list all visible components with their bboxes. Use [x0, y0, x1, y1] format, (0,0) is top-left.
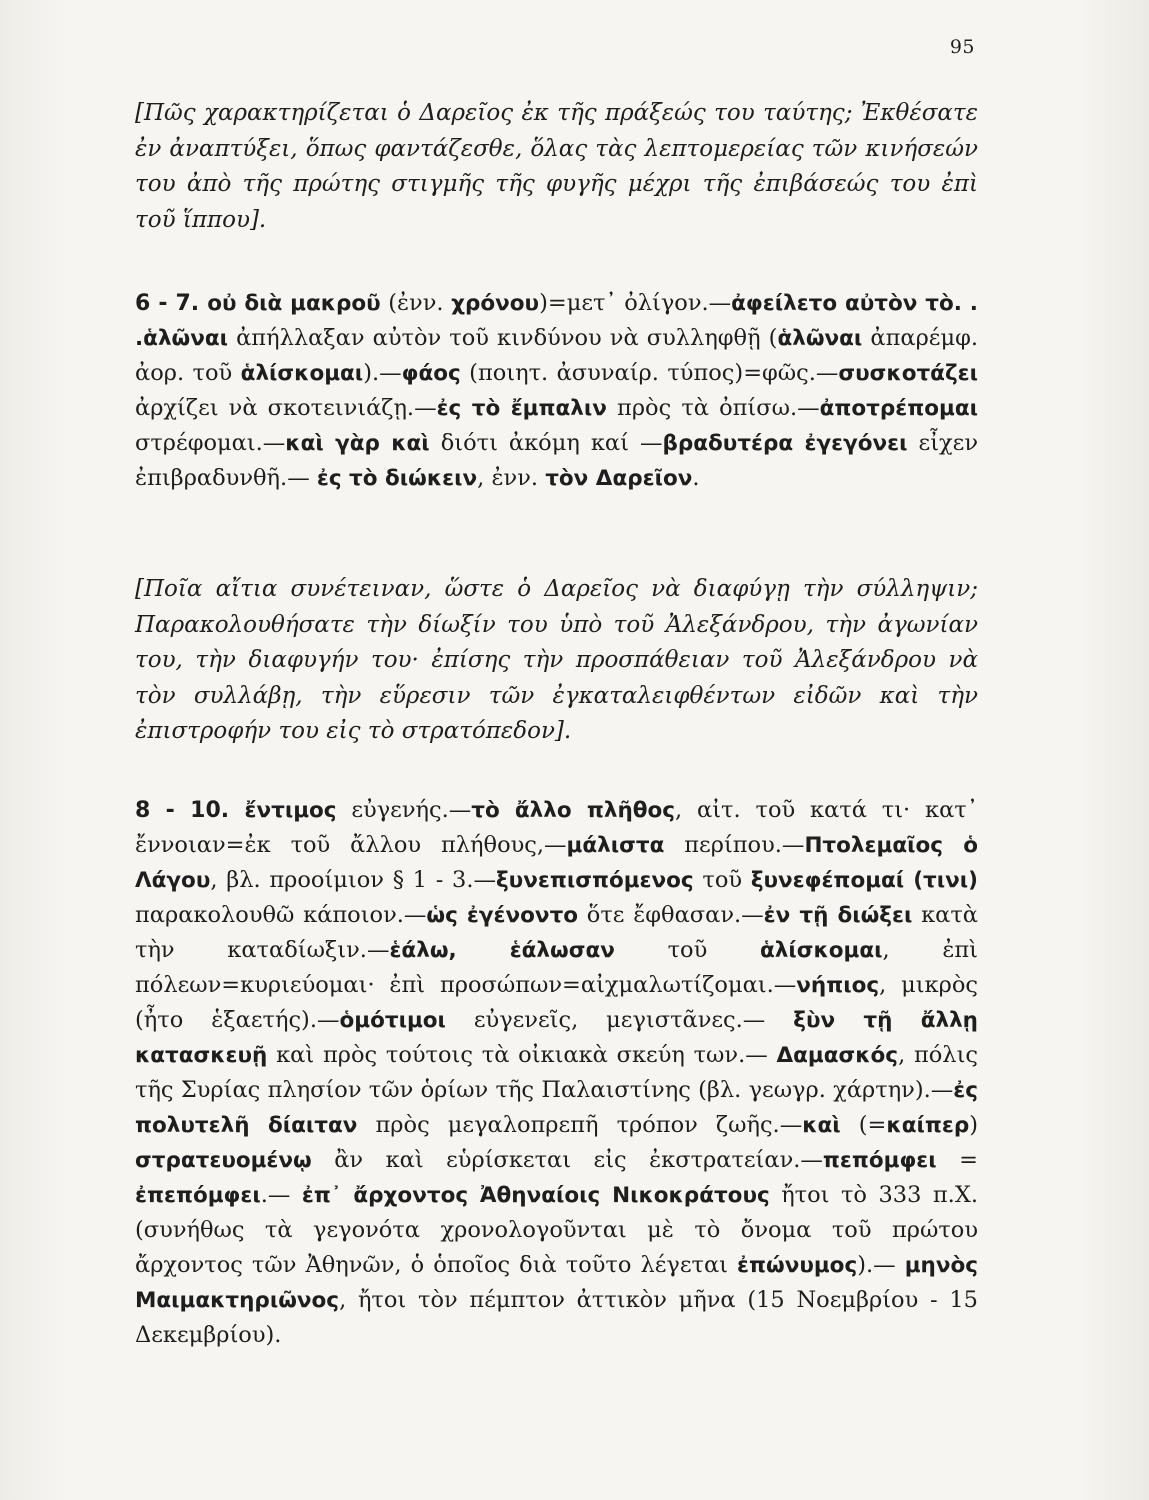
lemma-term: ξυνεφέπομαί (τινι) — [750, 868, 979, 893]
lemma-term: ξὺν τῇ ἄλλῃ κατασκευῇ — [135, 1008, 978, 1068]
gloss-text: , ἐπὶ πόλεων=κυριεύομαι· ἐπὶ προσώπων=αἰχμαλωτίζομαι.— — [135, 937, 978, 998]
gloss-text: , πόλις τῆς Συρίας πλησίον τῶν ὁρίων τῆς Παλαιστίνης (βλ. γεωγρ. χάρτην).— — [135, 1042, 978, 1103]
lemma-term: ἐπώνυμος — [737, 1253, 858, 1278]
lemma-term: ἐς πολυτελῆ δίαιταν — [135, 1078, 978, 1138]
lemma-term: στρατευομένῳ — [135, 1148, 312, 1173]
gloss-text: κατὰ τὴν καταδίωξιν.— — [135, 902, 978, 963]
lemma-term: ξυνεπισπόμενος — [495, 868, 694, 893]
gloss-text: εἶχεν ἐπιβραδυνθῆ.— — [135, 430, 979, 491]
lemma-term: ἀποτρέπομαι — [819, 396, 978, 421]
gloss-text: ὅτε ἔφθασαν.— — [578, 902, 764, 928]
lemma-term: ἐς τὸ διώκειν — [316, 466, 478, 491]
question-paragraph-1 — [135, 96, 978, 238]
page-number: 95 — [949, 36, 975, 58]
gloss-text: = — [936, 1147, 978, 1173]
lemma-term: οὐ διὰ μακροῦ — [207, 291, 381, 316]
lemma-term: καὶ γὰρ καὶ — [285, 431, 430, 456]
lemma-term: νήπιος — [796, 973, 880, 998]
gloss-text: τοῦ — [693, 867, 751, 893]
gloss-text: παρακολουθῶ κάποιον.— — [135, 902, 427, 928]
gloss-text: ἀπαρέμφ. ἀορ. τοῦ — [135, 325, 978, 386]
gloss-text: ἤτοι τὸ 333 π.Χ. (συνήθως τὰ γεγονότα χρονολογοῦνται μὲ τὸ ὄνομα τοῦ πρώτου ἄρχοντος τῶν Ἀθηνῶν, ὁ ὁποῖος διὰ τοῦτο λέγεται — [135, 1182, 978, 1278]
gloss-text: )=μετ᾽ ὀλίγον.— — [539, 290, 732, 316]
lemma-term: ἐς τὸ ἔμπαλιν — [436, 396, 607, 421]
lemma-term: μάλιστα — [566, 833, 665, 858]
lemma-term: ἐπεπόμφει — [135, 1183, 261, 1208]
lemma-term: ἀφείλετο αὐτὸν τὸ. . .ἁλῶναι — [135, 291, 978, 351]
gloss-text: ἀπήλλαξαν αὐτὸν τοῦ κινδύνου νὰ συλληφθῇ ( — [228, 325, 778, 351]
question-text-1: [Πῶς χαρακτηρίζεται ὁ Δαρεῖος ἐκ τῆς πράξεώς του ταύτης; Ἐκθέσατε ἐν ἀναπτύξει, ὅπως φαντάζεσθε, ὅλας τὰς λεπτομερείας τῶν κινήσεών του ἀπὸ τῆς πρώτης στιγμῆς τῆς φυγῆς μέχρι τῆς ἐπιβάσεώς του ἐπὶ τοῦ ἵππου]. — [135, 100, 978, 233]
gloss-text: καὶ πρὸς τούτοις τὰ οἰκιακὰ σκεύη των.— — [267, 1042, 777, 1068]
lemma-term: ἑάλω, ἑάλωσαν — [389, 938, 615, 963]
gloss-text: εὐγενής.— — [336, 797, 472, 823]
lemma-term: Δαμασκός — [776, 1043, 899, 1068]
gloss-text: ).— — [857, 1252, 905, 1278]
lemma-term: καίπερ — [886, 1113, 970, 1138]
lemma-term: ἁλίσκομαι — [240, 361, 364, 386]
lemma-term: μηνὸς Μαιμακτηριῶνος — [135, 1253, 978, 1313]
lemma-term: ἐπ᾽ ἄρχοντος Ἀθηναίοις Νικοκράτους — [301, 1183, 770, 1208]
gloss-text: πρὸς μεγαλοπρεπῆ τρόπον ζωῆς.— — [357, 1112, 803, 1138]
gloss-text: , ἐνν. — [477, 465, 546, 491]
commentary-paragraph-2 — [135, 793, 978, 1353]
lemma-term: καὶ — [802, 1113, 841, 1138]
gloss-text: , βλ. προοίμιον § 1 - 3.— — [210, 867, 496, 893]
gloss-text: , ἤτοι τὸν πέμπτον ἀττικὸν μῆνα (15 Νοεμβρίου - 15 Δεκεμβρίου). — [135, 1287, 978, 1348]
question-text-2: [Ποῖα αἴτια συνέτειναν, ὥστε ὁ Δαρεῖος νὰ διαφύγῃ τὴν σύλληψιν; Παρακολουθήσατε τὴν δίωξίν του ὑπὸ τοῦ Ἀλεξάνδρου, τὴν ἀγωνίαν του, τὴν διαφυγήν του· ἐπίσης τὴν προσπάθειαν τοῦ Ἀλεξάνδρου νὰ τὸν συλλάβῃ, τὴν εὕρεσιν τῶν ἐγκαταλειφθέντων εἰδῶν καὶ τὴν ἐπιστροφήν του εἰς τὸ στρατόπεδον]. — [135, 576, 978, 744]
lemma-term: φάος — [401, 361, 461, 386]
gloss-text: (ἐνν. — [380, 290, 452, 316]
lemma-term: πεπόμφει — [822, 1148, 937, 1173]
question-paragraph-2 — [135, 572, 978, 750]
lemma-term: ὁμότιμοι — [339, 1008, 446, 1033]
lemma-term: τὸ ἄλλο πλῆθος — [471, 798, 676, 823]
gloss-text: , μικρὸς (ἦτο ἑξαετής).— — [135, 972, 978, 1033]
gloss-text: (= — [840, 1112, 887, 1138]
lemma-term: ἐν τῇ διώξει — [763, 903, 913, 928]
gloss-text: (ποιητ. ἀσυναίρ. τύπος)=φῶς.— — [460, 360, 839, 386]
lemma-term: Πτολεμαῖος ὁ Λάγου — [135, 833, 978, 893]
gloss-text: ) — [969, 1112, 978, 1138]
lemma-term: ὡς ἐγένοντο — [426, 903, 579, 928]
gloss-text: ἀρχίζει νὰ σκοτεινιάζῃ.— — [135, 395, 437, 421]
gloss-text: περίπου.— — [664, 832, 805, 858]
lemma-term: ἁλῶναι — [777, 326, 863, 351]
gloss-text: .— — [260, 1182, 302, 1208]
lemma-term: βραδυτέρα ἐγεγόνει — [662, 431, 908, 456]
lemma-term: ἁλίσκομαι — [759, 938, 883, 963]
lemma-term: ἔντιμος — [244, 798, 337, 823]
gloss-text: ).— — [363, 360, 402, 386]
commentary-text-2 — [135, 793, 978, 1353]
gloss-text: , αἰτ. τοῦ κατά τι· κατ᾽ ἔννοιαν=ἐκ τοῦ ἄλλου πλήθους,— — [135, 797, 978, 858]
gloss-text: διότι ἀκόμη καί — — [429, 430, 663, 456]
lemma-term: 8 - 10. — [135, 798, 245, 823]
gloss-text: ἂν καὶ εὑρίσκεται εἰς ἐκστρατείαν.— — [311, 1147, 823, 1173]
gloss-text: . — [692, 465, 700, 491]
lemma-term: χρόνου — [451, 291, 540, 316]
lemma-term: συσκοτάζει — [838, 361, 978, 386]
gloss-text: στρέφομαι.— — [135, 430, 286, 456]
commentary-paragraph-1 — [135, 286, 978, 496]
gloss-text: εὐγενεῖς, μεγιστᾶνες.— — [445, 1007, 794, 1033]
lemma-term: 6 - 7. — [135, 291, 208, 316]
gloss-text: πρὸς τὰ ὀπίσω.— — [606, 395, 820, 421]
commentary-text-1 — [135, 286, 978, 496]
lemma-term: τὸν Δαρεῖον — [545, 466, 693, 491]
gloss-text: τοῦ — [614, 937, 760, 963]
